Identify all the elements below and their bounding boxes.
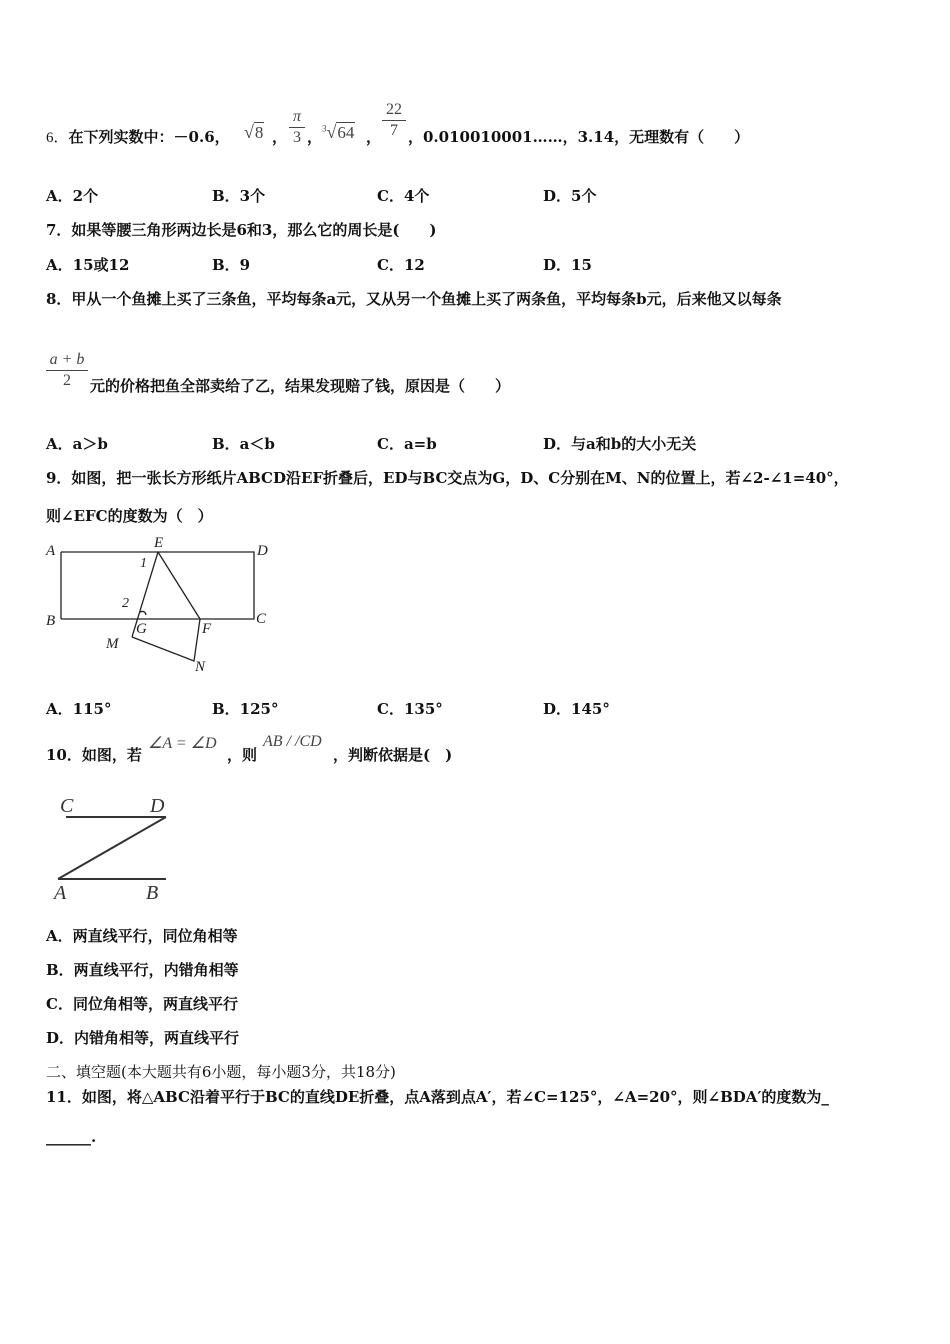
q9-label-b: B	[46, 613, 56, 629]
q10-label-a: A	[54, 882, 67, 904]
q9-label-n: N	[195, 659, 206, 675]
q6-tail: ，0.010010001……，3.14，无理数有（ ）	[408, 128, 750, 146]
q10-option-d[interactable]: D．内错角相等，两直线平行	[46, 1029, 240, 1047]
q9-label-2: 2	[122, 596, 129, 611]
q10-label-c: C	[60, 795, 74, 817]
q10-option-a[interactable]: A．两直线平行，同位角相等	[46, 927, 238, 945]
q8-fraction: a + b 2	[46, 351, 88, 390]
q10-label-b: B	[146, 882, 159, 904]
q6-option-d[interactable]: D．5个	[543, 187, 597, 205]
section-2-heading: 二、填空题(本大题共有6小题，每小题3分，共18分)	[46, 1063, 396, 1081]
q7-option-a[interactable]: A．15或12	[46, 256, 130, 274]
q9-option-d[interactable]: D．145°	[543, 700, 610, 718]
q9-label-d: D	[257, 543, 268, 559]
q9-label-f: F	[202, 621, 212, 637]
q7-option-c[interactable]: C．12	[377, 256, 425, 274]
q6-comma-3: ，	[366, 128, 382, 146]
q10-mid: ，则	[227, 746, 258, 764]
q8-option-b[interactable]: B．a＜b	[212, 435, 275, 453]
q6-comma-1: ，	[272, 128, 288, 146]
q6-option-b[interactable]: B．3个	[212, 187, 266, 205]
q9-figure	[40, 533, 280, 678]
q10-number-lead: 10．如图，若	[46, 746, 142, 764]
q6-lead: 在下列实数中：	[68, 128, 174, 146]
q9-label-g: G	[136, 621, 147, 637]
q6-line	[46, 127, 230, 148]
q10-conclusion: AB / /CD	[263, 733, 322, 750]
q9-text2: 则∠EFC的度数为（ ）	[46, 507, 213, 525]
q8-text: 8．甲从一个鱼摊上买了三条鱼，平均每条a元，又从另一个鱼摊上买了两条鱼，平均每条b元，后来他又以每条	[46, 290, 782, 308]
q9-label-a: A	[46, 543, 56, 559]
q8-option-d[interactable]: D．与a和b的大小无关	[543, 435, 697, 453]
q9-text: 9．如图，把一张长方形纸片ABCD沿EF折叠后，ED与BC交点为G，D、C分别在M、N的位置上，若∠2-∠1=40°，	[46, 469, 849, 487]
q7-text: 7．如果等腰三角形两边长是6和3，那么它的周长是( )	[46, 221, 437, 239]
q8-option-a[interactable]: A．a＞b	[46, 435, 108, 453]
q6-pi-over-3: π 3	[289, 108, 305, 147]
q9-label-m: M	[106, 636, 119, 652]
q6-value-1: －0.6，	[173, 128, 230, 146]
q10-option-c[interactable]: C．同位角相等，两直线平行	[46, 995, 238, 1013]
q7-option-b[interactable]: B．9	[212, 256, 251, 274]
q6-comma-2: ，	[307, 128, 323, 146]
q10-figure	[50, 790, 180, 905]
q10-option-b[interactable]: B．两直线平行，内错角相等	[46, 961, 239, 979]
q6-number: 6．	[46, 130, 69, 146]
q6-22-over-7: 22 7	[382, 101, 406, 140]
q11-text: 11．如图，将△ABC沿着平行于BC的直线DE折叠，点A落到点A′，若∠C=125°，∠A=20°，则∠BDA′的度数为_	[46, 1088, 829, 1106]
q6-option-c[interactable]: C．4个	[377, 187, 430, 205]
q10-condition: ∠A = ∠D	[148, 735, 217, 752]
q8-option-c[interactable]: C．a=b	[377, 435, 437, 453]
q11-blank[interactable]: ______.	[46, 1128, 97, 1146]
q9-label-e: E	[154, 535, 164, 551]
q10-tail: ，判断依据是( )	[333, 746, 453, 764]
q7-option-d[interactable]: D．15	[543, 256, 592, 274]
q9-option-c[interactable]: C．135°	[377, 700, 443, 718]
q8-text2: 元的价格把鱼全部卖给了乙，结果发现赔了钱，原因是（ ）	[90, 377, 511, 395]
q6-sqrt8: √8	[244, 122, 264, 142]
q6-cbrt64: $^3$√64	[322, 122, 355, 142]
q10-label-d: D	[150, 795, 165, 817]
q9-label-1: 1	[140, 556, 147, 571]
q6-option-a[interactable]: A．2个	[46, 187, 99, 205]
q9-option-b[interactable]: B．125°	[212, 700, 279, 718]
q9-option-a[interactable]: A．115°	[46, 700, 112, 718]
q9-label-c: C	[256, 611, 267, 627]
